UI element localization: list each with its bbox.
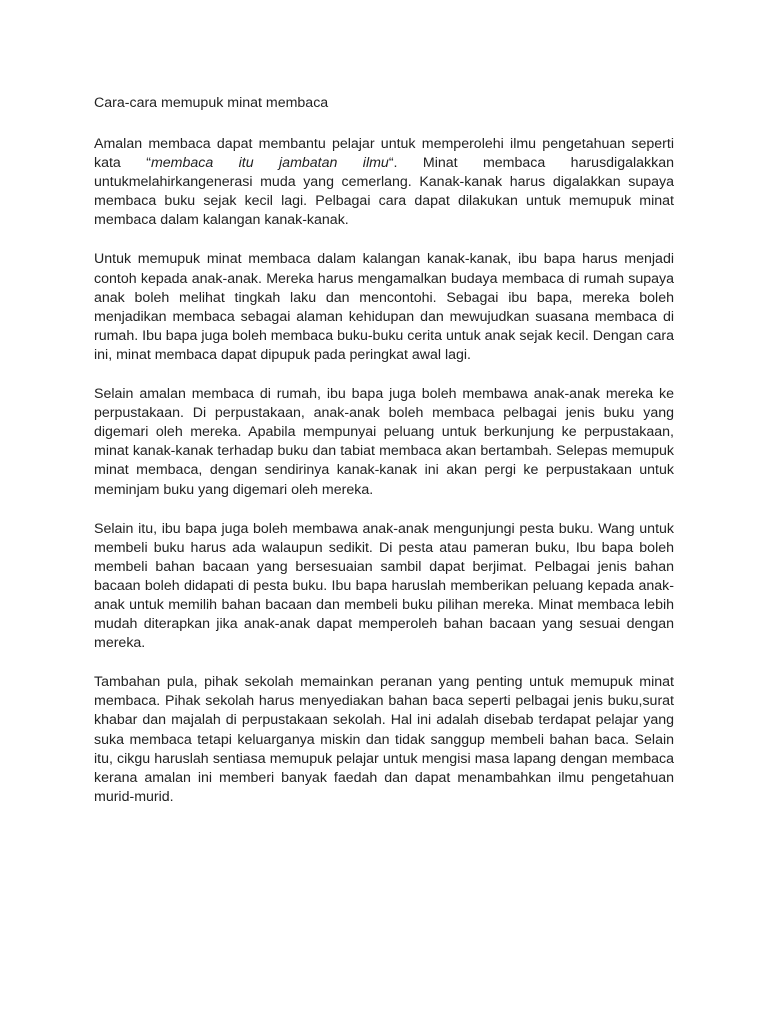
paragraph-intro-text-end: “. Minat membaca harusdigalakkan untukmelahirkangenerasi muda yang cemerlang. Kanak-kanak harus digalakkan supaya membaca buku sejak kecil lagi. Pelbagai cara dapat dilakukan untuk memupuk minat membaca dalam kalangan kanak-kanak. (94, 155, 674, 229)
paragraph-book-fair: Selain itu, ibu bapa juga boleh membawa anak-anak mengunjungi pesta buku. Wang untuk membeli buku harus ada walaupun sedikit. Di pesta atau pameran buku, Ibu bapa boleh membeli bahan bacaan yang bersesuaian sambil dapat berjimat. Pelbagai jenis bahan bacaan boleh didapati di pesta buku. Ibu bapa haruslah memberikan peluang kepada anak-anak untuk memilih bahan bacaan dan membeli buku pilihan mereka. Minat membaca lebih mudah diterapkan jika anak-anak dapat memperoleh bahan bacaan yang sesuai dengan mereka. (94, 520, 674, 652)
document-title: Cara-cara memupuk minat membaca (94, 95, 329, 111)
paragraph-school-role: Tambahan pula, pihak sekolah memainkan peranan yang penting untuk memupuk minat membaca. Pihak sekolah harus menyediakan bahan baca seperti pelbagai jenis buku,surat khabar dan majalah di perpustakaan sekolah. Hal ini adalah disebab terdapat pelajar yang suka membaca tetapi keluarganya miskin dan tidak sanggup membeli bahan baca. Selain itu, cikgu haruslah sentiasa memupuk pelajar untuk mengisi masa lapang dengan membaca kerana amalan ini memberi banyak faedah dan dapat menambahkan ilmu pengetahuan murid-murid. (94, 674, 674, 805)
paragraph-intro (94, 135, 674, 230)
paragraph-intro-text-start: Amalan membaca dapat membantu pelajar untuk memperolehi ilmu pengetahuan seperti kata “ (94, 136, 674, 172)
paragraph-parents-role: Untuk memupuk minat membaca dalam kalangan kanak-kanak, ibu bapa harus menjadi contoh kepada anak-anak. Mereka harus mengamalkan budaya membaca di rumah supaya anak boleh melihat tingkah laku dan mencontohi. Sebagai ibu bapa, mereka boleh menjadikan membaca sebagai alaman kehidupan dan mewujudkan suasana membaca di rumah. Ibu bapa juga boleh membaca buku-buku cerita untuk anak sejak kecil. Dengan cara ini, minat membaca dapat dipupuk pada peringkat awal lagi. (94, 251, 674, 363)
paragraph-intro-quote: membaca itu jambatan ilmu (150, 155, 389, 172)
document-page (94, 93, 674, 827)
paragraph-library: Selain amalan membaca di rumah, ibu bapa juga boleh membawa anak-anak mereka ke perpustakaan. Di perpustakaan, anak-anak boleh membaca pelbagai jenis buku yang digemari oleh mereka. Apabila mempunyai peluang untuk berkunjung ke perpustakaan, minat kanak-kanak terhadap buku dan tabiat membaca akan bertambah. Selepas memupuk minat membaca, dengan sendirinya kanak-kanak ini akan pergi ke perpustakaan untuk meminjam buku yang digemari oleh mereka. (94, 386, 674, 498)
